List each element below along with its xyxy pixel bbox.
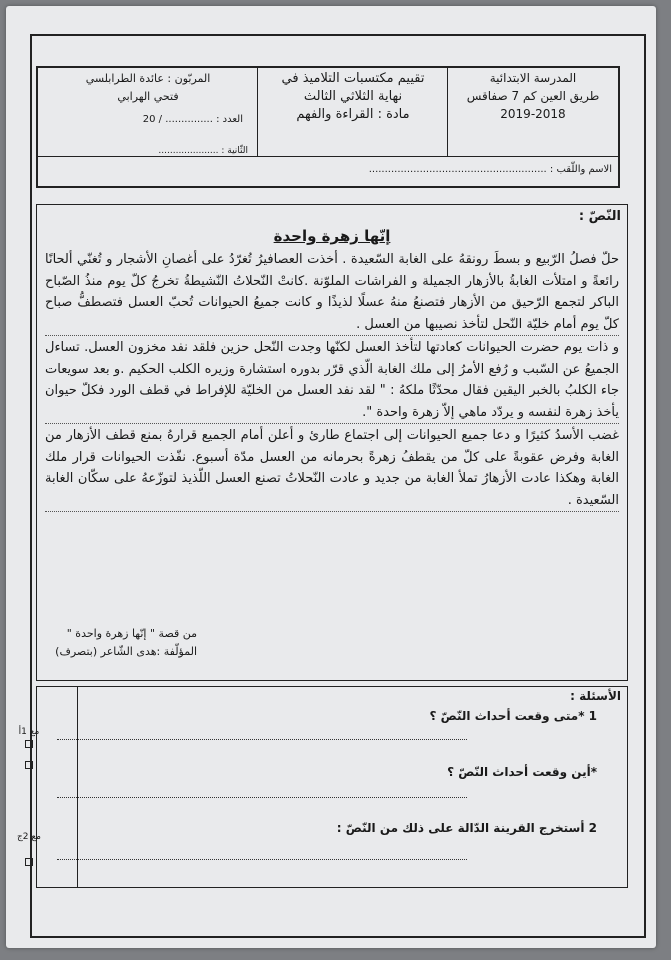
grade-field: العدد : ............... / 20 xyxy=(142,114,243,125)
thesis-field: الثّانية : ..................... xyxy=(158,146,248,156)
school-name: المدرسة الابتدائية xyxy=(489,71,577,85)
paragraph-2: و ذات يوم حضرت الحيوانات كعادتها لتأخذ العسل لكنّها وجدت النّحل حزين فلقد نفد مخزون العسل. تساءل الجميعُ عن السّبب و رُفع الأمرُ إلى ملك الغابة الّذي قرّر بدوره استشارة وزيره الكلب الحكيم .و بعد سويعات جاء الكلبُ بالخبر اليقين فقال محدّثًا ملكهُ : " لقد نفد العسل من الخليّة للإفراط في قطف الورد فكلّ حيوان يأخذ زهرة لنفسه و يردّد ماهي إلاّ زهرة واحدة ". xyxy=(45,337,619,424)
criterion-2 xyxy=(11,832,47,869)
assessment-info xyxy=(257,68,448,156)
school-year: 2019-2018 xyxy=(500,107,566,121)
question-1: 1 *متى وقعت أحداث النّصّ ؟ xyxy=(429,709,597,723)
checkbox-2[interactable] xyxy=(25,858,33,866)
questions-box xyxy=(16,686,628,888)
name-field: الاسم واللّقب : ........................................................ xyxy=(368,164,612,175)
source-author: المؤلّفة :هدى الشّاعر (بتصرف) xyxy=(55,645,197,658)
answer-line-2[interactable] xyxy=(57,797,467,798)
answer-line-1[interactable] xyxy=(57,739,467,740)
text-title: إنّها زهرة واحدة xyxy=(273,227,391,245)
paragraph-1: حلّ فصلُ الرّبيع و بسطَ رونقهُ على الغابة السّعيدة . أخذت العصافيرُ تُغرّدُ على أغصانِ الأشجار و تُغنّي ألحانًا رائعةً و امتلأت الغابةُ بالأزهار الجميلة و الفراشات الملوّنة .كانتْ النّحلاتُ النّشيطةُ تخرجُ كلّ يوم منذُ الصّباح الباكر لتجمع الرّحيق من الأزهار فتصنعُ منهُ عسلًا لذيذًا و كانت جميعُ الحيوانات تُحبّ العسل فتصطفُّ صباح كلّ يوم أمام خليّة النّحل لتأخذ نصيبها من العسل . xyxy=(45,249,619,336)
exam-header xyxy=(36,66,620,188)
exam-sheet xyxy=(6,6,656,948)
paragraph-3: غضب الأسدُ كثيرًا و دعا جميع الحيوانات إلى اجتماع طارئ و أعلن أمام الجميع قرارهُ بمنع قطف الأزهار من الغابة وفرض عقوبةً على كلّ من يقطفُ زهرةً بحرمانه من العسل مدّة أسبوع. نفّذت الحيوانات قرار ملك الغابة وهكذا عادت الأزهارُ تملأ الغابة من جديد و عادت النّحلاتُ تصنع العسل اللّذيذ لتوزّعهُ على سكّان الغابة السّعيدة . xyxy=(45,425,619,512)
reading-text-box xyxy=(36,204,628,681)
answer-line-3[interactable] xyxy=(57,859,467,860)
checkbox-1a[interactable] xyxy=(25,740,33,748)
checkbox-1b[interactable] xyxy=(25,761,33,769)
question-2: *أين وقعت أحداث النّصّ ؟ xyxy=(447,765,597,779)
question-3: 2 أستخرج القرينة الدّالة على ذلك من النّصّ : xyxy=(336,821,597,835)
header-divider xyxy=(38,156,618,157)
text-source xyxy=(37,625,197,661)
text-label: النّصّ : xyxy=(578,209,621,224)
school-info xyxy=(447,68,618,156)
text-body xyxy=(45,249,619,513)
teacher-1: المربّون : عائدة الطرابلسي xyxy=(85,72,211,85)
assessment-subject: مادة : القراءة والفهم xyxy=(296,107,410,122)
source-title: من قصة " إنّها زهرة واحدة " xyxy=(66,627,197,640)
questions-label: الأسئلة : xyxy=(570,689,621,703)
criterion-1 xyxy=(11,727,47,772)
assessment-title: تقييم مكتسبات التلاميذ في xyxy=(281,71,425,86)
criterion-1-label: مع 1أ xyxy=(18,727,40,737)
teacher-2: فتحي الهرابي xyxy=(117,90,179,103)
assessment-term: نهاية الثلاثي الثالث xyxy=(303,89,403,104)
school-address: طريق العين كم 7 صفاقس xyxy=(466,89,600,103)
criterion-2-label: مع 2ج xyxy=(16,832,42,842)
teachers-info xyxy=(38,68,258,156)
